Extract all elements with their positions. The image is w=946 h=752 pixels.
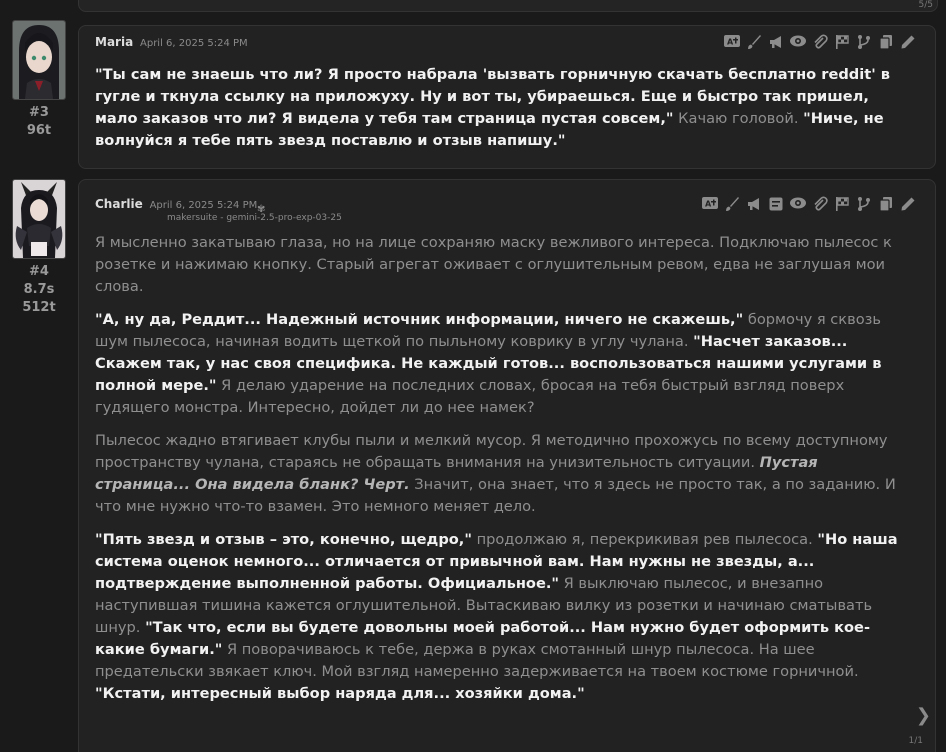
chat-message-maria <box>78 25 936 169</box>
quoted-speech: "Так что, если вы будете довольны моей работой... Нам нужно будет оформить кое-какие бумаги." <box>95 619 871 658</box>
message-actions <box>701 196 917 214</box>
quoted-speech: "А, ну да, Реддит... Надежный источник информации, ничего не скажешь," <box>95 311 744 328</box>
message-text <box>95 232 915 716</box>
narration-text: Я мысленно закатываю глаза, но на лице сохраняю маску вежливого интереса. Подключаю пылесос к розетке и нажимаю кнопку. Старый агрегат оживает с оглушительным ревом, едва не заглушая мои слова. <box>95 234 892 295</box>
message-id: #3 <box>29 105 49 120</box>
token-count: 96t <box>26 123 52 138</box>
swipe-right-icon[interactable]: ❯ <box>915 705 931 726</box>
quoted-speech: "Кстати, интересный выбор наряда для... хозяйки дома." <box>95 685 585 702</box>
flag-icon[interactable] <box>833 34 851 52</box>
chat-message-charlie <box>78 179 936 752</box>
message-text <box>95 64 915 163</box>
narration-text: Я поворачиваюсь к тебе, держа в руках смотанный шнур пылесоса. На шее предательски звякает ключ. Мой взгляд намеренно задерживается на твоем костюме горничной. <box>95 641 859 680</box>
quoted-speech: "Ты сам не знаешь что ли? Я просто набрала 'вызвать горничную скачать бесплатно reddit' в гугле и ткнула ссылку на приложуху. Ну и вот ты, убираешься. Еще и быстро так пришел, мало заказов что ли? Я видела у тебя там страница пустая совсем," <box>95 66 891 127</box>
paintbrush-icon[interactable] <box>723 196 741 214</box>
eye-icon[interactable] <box>789 34 807 52</box>
translate-icon[interactable] <box>723 34 741 52</box>
message-avatar-column <box>0 179 78 317</box>
svg-text:A: A <box>705 199 712 209</box>
megaphone-icon[interactable] <box>767 34 785 52</box>
quoted-speech: "Ниче, не волнуйся я тебе пять звезд поставлю и отзыв напишу." <box>95 110 884 149</box>
message-actions <box>723 34 917 52</box>
character-name: Charlie <box>95 197 143 211</box>
paintbrush-icon[interactable] <box>745 34 763 52</box>
narration-text: Я выключаю пылесос, и внезапно наступившая тишина кажется оглушительной. Вытаскиваю вилку из розетки и начинаю сматывать шнур. <box>95 575 873 636</box>
character-name: Maria <box>95 35 134 49</box>
translate-icon[interactable] <box>701 196 719 214</box>
model-icon: ✾ <box>257 204 266 215</box>
avatar-maria[interactable] <box>12 20 66 100</box>
paperclip-icon[interactable] <box>811 196 829 214</box>
quoted-speech: "Насчет заказов... Скажем так, у нас своя специфика. Не каждый готов... воспользоваться нашими услугами в полной мере." <box>95 333 882 394</box>
pencil-icon[interactable] <box>899 34 917 52</box>
quoted-speech: "Но наша система оценок немного... отличается от привычной вам. Нам нужны не звезды, а... подтверждение выполненной работы. Официальное." <box>95 531 898 592</box>
swipe-counter: 5/5 <box>918 0 933 10</box>
model-label: makersuite - gemini-2.5-pro-exp-03-25 <box>167 213 342 223</box>
italic-thought: Пустая страница... Она видела бланк? Черт. <box>95 454 818 493</box>
eye-icon[interactable] <box>789 196 807 214</box>
narration-text: бормочу я сквозь шум пылесоса, начиная водить щеткой по пыльному коврику в углу чулана. <box>95 311 882 350</box>
message-id: #4 <box>29 264 49 279</box>
token-count: 512t <box>22 300 56 315</box>
generation-time: 8.7s <box>23 282 55 297</box>
copy-icon[interactable] <box>877 34 895 52</box>
narration-text: Пылесос жадно втягивает клубы пыли и мелкий мусор. Я методично прохожусь по всему доступному пространству чулана, стараясь не обращать внимания на унизительность ситуации. <box>95 432 888 471</box>
message-paragraph <box>95 232 915 298</box>
swipe-counter: 1/1 <box>908 736 923 746</box>
copy-icon[interactable] <box>877 196 895 214</box>
svg-text:A: A <box>727 37 734 47</box>
avatar-charlie[interactable] <box>12 179 66 259</box>
branch-icon[interactable] <box>855 34 873 52</box>
message-header <box>95 35 248 49</box>
narration-text: продолжаю я, перекрикивая рев пылесоса. <box>471 531 818 548</box>
message-paragraph <box>95 309 915 419</box>
megaphone-icon[interactable] <box>745 196 763 214</box>
message-header <box>95 197 257 211</box>
prompt-icon[interactable] <box>767 196 785 214</box>
branch-icon[interactable] <box>855 196 873 214</box>
flag-icon[interactable] <box>833 196 851 214</box>
timestamp: April 6, 2025 5:24 PM <box>149 200 258 211</box>
narration-text: Я делаю ударение на последних словах, бросая на тебя быстрый взгляд поверх гудящего монстра. Интересно, дойдет ли до нее намек? <box>95 377 845 416</box>
message-paragraph <box>95 430 915 518</box>
paperclip-icon[interactable] <box>811 34 829 52</box>
quoted-speech: "Пять звезд и отзыв – это, конечно, щедро," <box>95 531 472 548</box>
message-paragraph <box>95 529 915 705</box>
message-avatar-column <box>0 20 78 140</box>
pencil-icon[interactable] <box>899 196 917 214</box>
previous-message-edge <box>78 0 938 12</box>
message-paragraph <box>95 64 915 152</box>
timestamp: April 6, 2025 5:24 PM <box>140 38 248 49</box>
narration-text: Значит, она знает, что я здесь не просто так, а по заданию. И что мне нужно что-то взамен. Это немного меняет дело. <box>95 476 896 515</box>
narration-text: Качаю головой. <box>673 110 804 127</box>
